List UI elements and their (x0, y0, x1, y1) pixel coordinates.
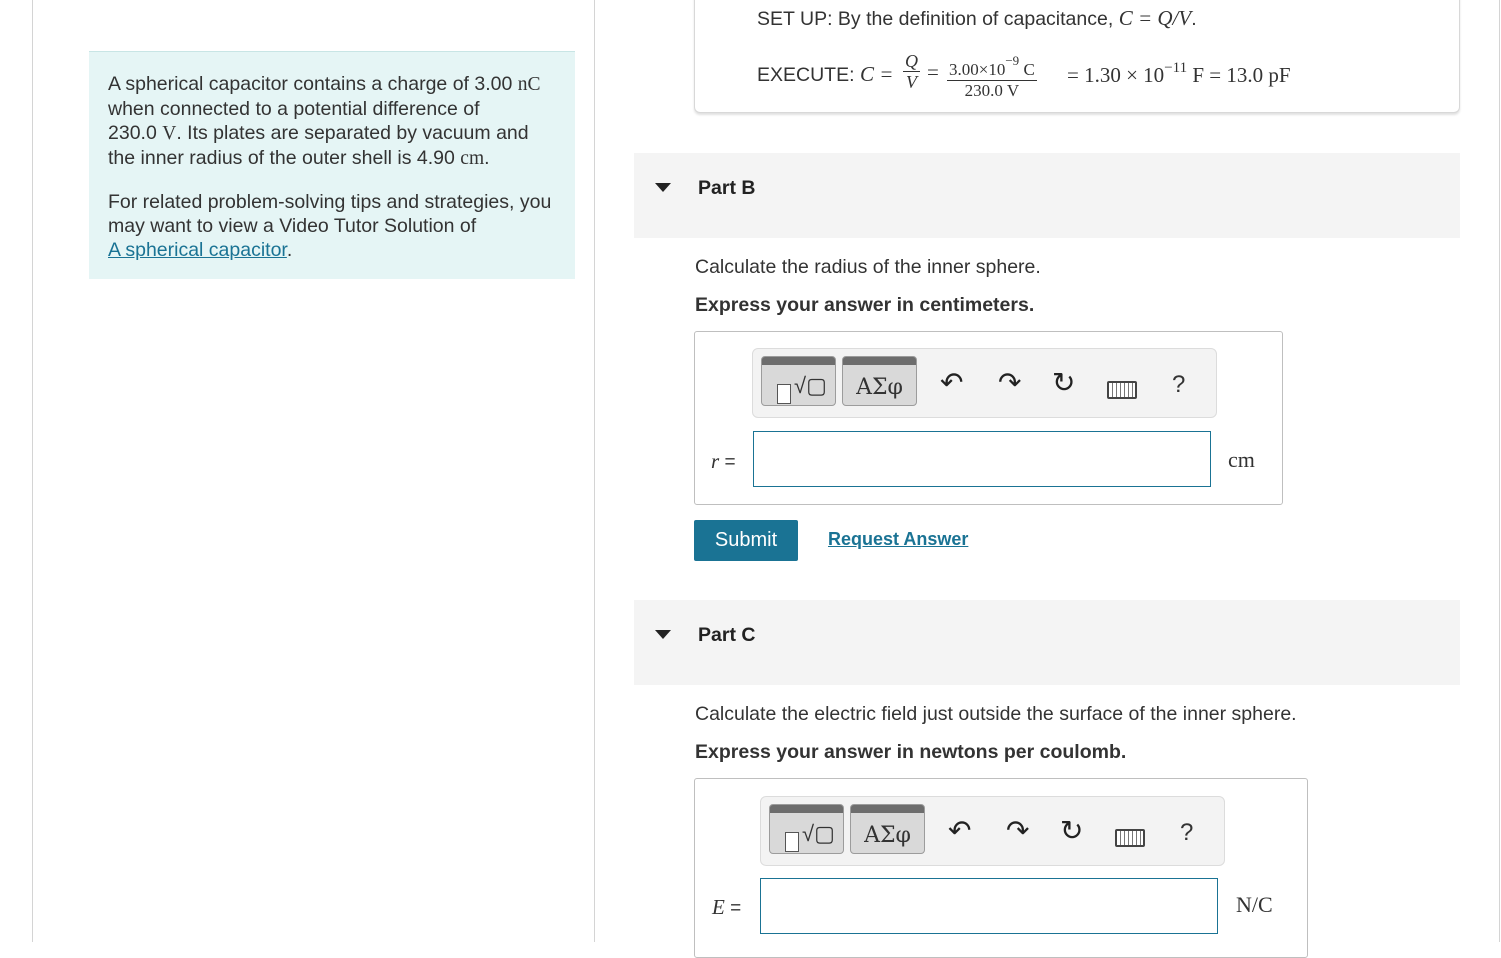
column-divider (594, 0, 595, 942)
greek-symbols-icon[interactable]: ΑΣφ (850, 804, 925, 854)
caret-down-icon[interactable] (655, 630, 671, 639)
result-value: = $1.30 \times 10^{-11}$ F = 13.0 pF (1067, 60, 1291, 87)
greek-symbols-icon[interactable]: ΑΣφ (842, 356, 917, 406)
part-b-instruction: Express your answer in centimeters. (695, 294, 1035, 316)
reset-icon[interactable]: ↻ (1052, 367, 1076, 398)
answer-variable-label: r = (711, 449, 736, 473)
answer-input[interactable] (760, 878, 1218, 934)
part-c-header[interactable] (634, 600, 1460, 685)
part-c-title: Part C (698, 624, 756, 646)
keyboard-icon[interactable] (1107, 381, 1137, 399)
math-toolbar (752, 348, 1217, 418)
part-b-title: Part B (698, 177, 756, 199)
help-icon[interactable]: ? (1180, 819, 1194, 846)
redo-icon[interactable]: ↷ (1006, 815, 1030, 846)
undo-icon[interactable]: ↶ (940, 367, 964, 398)
submit-button[interactable]: Submit (694, 520, 798, 561)
keyboard-icon[interactable] (1115, 829, 1145, 847)
equals-sign: = (927, 60, 939, 84)
answer-unit: cm (1228, 447, 1255, 472)
problem-intro (89, 51, 575, 279)
undo-icon[interactable]: ↶ (948, 815, 972, 846)
caret-down-icon[interactable] (655, 183, 671, 192)
part-b-header[interactable] (634, 153, 1460, 238)
part-c-instruction: Express your answer in newtons per coulomb. (695, 741, 1127, 763)
left-border (32, 0, 33, 942)
tutor-note: For related problem-solving tips and strategies, you may want to view a Video Tutor Solution of A spherical capacitor. (108, 191, 552, 261)
execute-line: EXECUTE: C = (757, 62, 894, 86)
solution-box (694, 0, 1460, 113)
answer-input[interactable] (753, 431, 1211, 487)
part-b-prompt: Calculate the radius of the inner sphere. (695, 256, 1041, 278)
request-answer-link[interactable]: Request Answer (828, 529, 969, 549)
answer-unit: N/C (1236, 892, 1273, 917)
right-border (1499, 0, 1500, 942)
help-icon[interactable]: ? (1172, 371, 1186, 398)
problem-statement: A spherical capacitor contains a charge of 3.00 nC when connected to a potential difference of 230.0 V. Its plates are separated by vacuum and the inner radius of the outer shell is 4.90 cm. (108, 73, 541, 169)
video-tutor-link[interactable]: A spherical capacitor (108, 239, 287, 261)
reset-icon[interactable]: ↻ (1060, 815, 1084, 846)
setup-line: SET UP: By the definition of capacitance, C = Q/V. (757, 6, 1197, 30)
answer-variable-label: E = (712, 895, 742, 919)
fraction-q-over-v: $\frac{Q}{V}$ (905, 51, 918, 92)
part-b-answer-box (694, 331, 1283, 505)
templates-icon[interactable]: √▢ (761, 356, 836, 406)
fraction-values: $\frac{3.00\times 10^{-9} C}{230.0 V}$ (949, 53, 1035, 100)
redo-icon[interactable]: ↷ (998, 367, 1022, 398)
part-c-answer-box (694, 778, 1308, 958)
part-c-prompt: Calculate the electric field just outside the surface of the inner sphere. (695, 703, 1297, 725)
math-toolbar (760, 796, 1225, 866)
templates-icon[interactable]: √▢ (769, 804, 844, 854)
